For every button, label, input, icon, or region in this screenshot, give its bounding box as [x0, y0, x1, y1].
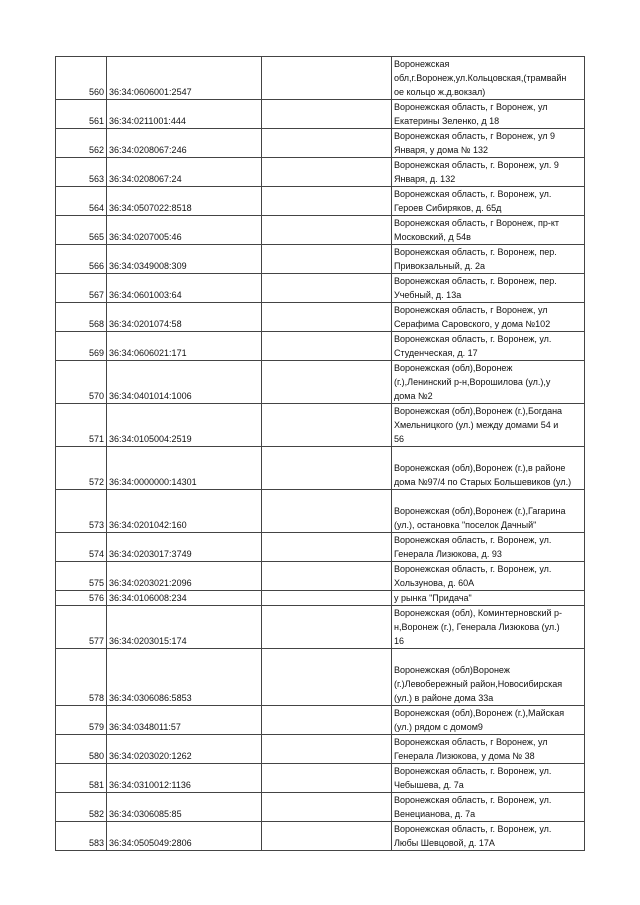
- table-row: [56, 245, 585, 274]
- table-row: [56, 533, 585, 562]
- row-number: 579: [56, 706, 107, 735]
- row-number: 577: [56, 606, 107, 649]
- address-cell: Воронежская (обл),Воронеж (г.),в районе дома №97/4 по Старых Большевиков (ул.): [392, 447, 585, 490]
- table-row: [56, 129, 585, 158]
- cadastral-number: 36:34:0207005:46: [107, 216, 262, 245]
- address-cell: у рынка "Придача": [392, 591, 585, 606]
- empty-cell: [262, 57, 392, 100]
- table-row: [56, 361, 585, 404]
- cadastral-number: 36:34:0203021:2096: [107, 562, 262, 591]
- cadastral-number: 36:34:0203020:1262: [107, 735, 262, 764]
- table-row: [56, 649, 585, 706]
- row-number: 563: [56, 158, 107, 187]
- row-number: 566: [56, 245, 107, 274]
- address-cell: Воронежская область, г. Воронеж, ул. Героев Сибиряков, д. 65д: [392, 187, 585, 216]
- row-number: 574: [56, 533, 107, 562]
- cadastral-number: 36:34:0211001:444: [107, 100, 262, 129]
- empty-cell: [262, 533, 392, 562]
- row-number: 576: [56, 591, 107, 606]
- cadastral-number: 36:34:0306085:85: [107, 793, 262, 822]
- empty-cell: [262, 562, 392, 591]
- address-cell: Воронежская (обл),Воронеж (г.),Ленинский р-н,Ворошилова (ул.),у дома №2: [392, 361, 585, 404]
- address-cell: Воронежская область, г Воронеж, ул Екатерины Зеленко, д 18: [392, 100, 585, 129]
- table-row: [56, 793, 585, 822]
- table-row: [56, 706, 585, 735]
- empty-cell: [262, 303, 392, 332]
- table-row: [56, 490, 585, 533]
- empty-cell: [262, 591, 392, 606]
- row-number: 568: [56, 303, 107, 332]
- cadastral-number: 36:34:0201042:160: [107, 490, 262, 533]
- empty-cell: [262, 274, 392, 303]
- row-number: 570: [56, 361, 107, 404]
- table-row: [56, 274, 585, 303]
- row-number: 561: [56, 100, 107, 129]
- cadastral-number: 36:34:0306086:5853: [107, 649, 262, 706]
- cadastral-number: 36:34:0601003:64: [107, 274, 262, 303]
- address-cell: Воронежская область, г. Воронеж, ул. Любы Шевцовой, д. 17А: [392, 822, 585, 851]
- empty-cell: [262, 764, 392, 793]
- row-number: 564: [56, 187, 107, 216]
- address-cell: Воронежская область, г. Воронеж, пер. Учебный, д. 13а: [392, 274, 585, 303]
- row-number: 562: [56, 129, 107, 158]
- cadastral-number: 36:34:0505049:2806: [107, 822, 262, 851]
- table-row: [56, 764, 585, 793]
- cadastral-number: 36:34:0203015:174: [107, 606, 262, 649]
- row-number: 575: [56, 562, 107, 591]
- address-cell: Воронежская область, г. Воронеж, ул. Генерала Лизюкова, д. 93: [392, 533, 585, 562]
- table-row: [56, 822, 585, 851]
- empty-cell: [262, 649, 392, 706]
- table-row: [56, 100, 585, 129]
- address-cell: Воронежская обл,г.Воронеж,ул.Кольцовская,(трамвайн ое кольцо ж.д.вокзал): [392, 57, 585, 100]
- table-row: [56, 57, 585, 100]
- table-row: [56, 404, 585, 447]
- empty-cell: [262, 245, 392, 274]
- table-row: [56, 606, 585, 649]
- row-number: 578: [56, 649, 107, 706]
- row-number: 580: [56, 735, 107, 764]
- row-number: 572: [56, 447, 107, 490]
- address-cell: Воронежская область, г Воронеж, ул 9 Января, у дома № 132: [392, 129, 585, 158]
- address-cell: Воронежская (обл),Воронеж (г.),Богдана Хмельницкого (ул.) между домами 54 и 56: [392, 404, 585, 447]
- row-number: 569: [56, 332, 107, 361]
- table-row: [56, 187, 585, 216]
- row-number: 565: [56, 216, 107, 245]
- cadastral-number: 36:34:0208067:24: [107, 158, 262, 187]
- address-cell: Воронежская (обл)Воронеж (г.)Левобережный район,Новосибирская (ул.) в районе дома 33а: [392, 649, 585, 706]
- address-cell: Воронежская область, г Воронеж, ул Генерала Лизюкова, у дома № 38: [392, 735, 585, 764]
- address-cell: Воронежская область, г. Воронеж, ул. Хользунова, д. 60А: [392, 562, 585, 591]
- cadastral-number: 36:34:0606001:2547: [107, 57, 262, 100]
- cadastral-number: 36:34:0401014:1006: [107, 361, 262, 404]
- document-page: [55, 56, 585, 851]
- table-body: [56, 57, 585, 851]
- row-number: 560: [56, 57, 107, 100]
- cadastral-number: 36:34:0201074:58: [107, 303, 262, 332]
- table-row: [56, 303, 585, 332]
- cadastral-number: 36:34:0348011:57: [107, 706, 262, 735]
- cadastral-number: 36:34:0507022:8518: [107, 187, 262, 216]
- row-number: 567: [56, 274, 107, 303]
- cadastral-number: 36:34:0208067:246: [107, 129, 262, 158]
- row-number: 582: [56, 793, 107, 822]
- address-cell: Воронежская область, г. Воронеж, ул. Студенческая, д. 17: [392, 332, 585, 361]
- address-cell: Воронежская область, г. Воронеж, ул. Чебышева, д. 7а: [392, 764, 585, 793]
- cadastral-number: 36:34:0310012:1136: [107, 764, 262, 793]
- cadastral-number: 36:34:0606021:171: [107, 332, 262, 361]
- table-row: [56, 735, 585, 764]
- empty-cell: [262, 100, 392, 129]
- table-row: [56, 158, 585, 187]
- cadastral-number: 36:34:0349008:309: [107, 245, 262, 274]
- address-cell: Воронежская (обл), Коминтерновский р- н,Воронеж (г.), Генерала Лизюкова (ул.) 16: [392, 606, 585, 649]
- table-row: [56, 332, 585, 361]
- row-number: 581: [56, 764, 107, 793]
- empty-cell: [262, 216, 392, 245]
- empty-cell: [262, 706, 392, 735]
- empty-cell: [262, 361, 392, 404]
- empty-cell: [262, 606, 392, 649]
- cadastral-number: 36:34:0105004:2519: [107, 404, 262, 447]
- address-cell: Воронежская (обл),Воронеж (г.),Майская (ул.) рядом с домом9: [392, 706, 585, 735]
- address-cell: Воронежская (обл),Воронеж (г.),Гагарина (ул.), остановка "поселок Дачный": [392, 490, 585, 533]
- row-number: 583: [56, 822, 107, 851]
- empty-cell: [262, 793, 392, 822]
- table-row: [56, 591, 585, 606]
- empty-cell: [262, 447, 392, 490]
- empty-cell: [262, 735, 392, 764]
- land-plot-table: [55, 56, 585, 851]
- address-cell: Воронежская область, г. Воронеж, ул. Венецианова, д. 7а: [392, 793, 585, 822]
- cadastral-number: 36:34:0106008:234: [107, 591, 262, 606]
- table-row: [56, 216, 585, 245]
- table-row: [56, 447, 585, 490]
- address-cell: Воронежская область, г Воронеж, пр-кт Московский, д 54в: [392, 216, 585, 245]
- address-cell: Воронежская область, г Воронеж, ул Серафима Саровского, у дома №102: [392, 303, 585, 332]
- empty-cell: [262, 332, 392, 361]
- empty-cell: [262, 404, 392, 447]
- address-cell: Воронежская область, г. Воронеж, ул. 9 Января, д. 132: [392, 158, 585, 187]
- cadastral-number: 36:34:0000000:14301: [107, 447, 262, 490]
- empty-cell: [262, 187, 392, 216]
- empty-cell: [262, 158, 392, 187]
- empty-cell: [262, 822, 392, 851]
- cadastral-number: 36:34:0203017:3749: [107, 533, 262, 562]
- table-row: [56, 562, 585, 591]
- empty-cell: [262, 129, 392, 158]
- row-number: 573: [56, 490, 107, 533]
- address-cell: Воронежская область, г. Воронеж, пер. Привокзальный, д. 2а: [392, 245, 585, 274]
- empty-cell: [262, 490, 392, 533]
- row-number: 571: [56, 404, 107, 447]
